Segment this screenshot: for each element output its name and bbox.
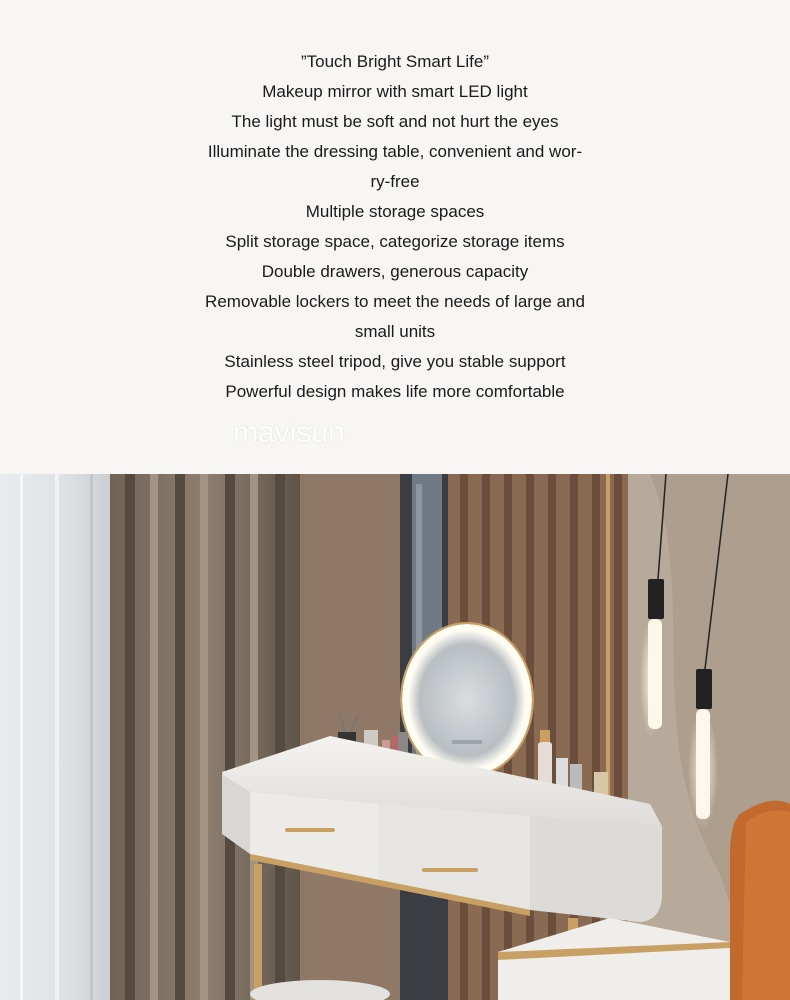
feature-line: Split storage space, categorize storage items — [225, 232, 565, 251]
sheer-curtain — [0, 474, 120, 1000]
feature-line: Multiple storage spaces — [305, 202, 485, 221]
feature-line: small units — [354, 322, 436, 341]
brand-watermark: mavisun — [233, 416, 345, 449]
feature-line: Double drawers, generous capacity — [261, 262, 529, 281]
feature-line: Illuminate the dressing table, convenient and wor- — [207, 142, 583, 161]
feature-line: Stainless steel tripod, give you stable support — [224, 352, 566, 371]
feature-line: The light must be soft and not hurt the eyes — [231, 112, 559, 131]
feature-line: ry-free — [370, 172, 420, 191]
product-photo — [0, 474, 790, 1000]
feature-line: Powerful design makes life more comfortable — [225, 382, 565, 401]
feature-line: Removable lockers to meet the needs of large and — [205, 292, 585, 311]
feature-line: Makeup mirror with smart LED light — [262, 82, 528, 101]
chair — [730, 801, 790, 1000]
drape-curtain — [110, 474, 300, 1000]
description-section — [0, 0, 790, 474]
tagline: ”Touch Bright Smart Life” — [300, 52, 489, 71]
feature-text — [0, 47, 790, 407]
drawer-handle-icon — [285, 828, 335, 832]
drawer-handle-icon — [422, 868, 478, 872]
